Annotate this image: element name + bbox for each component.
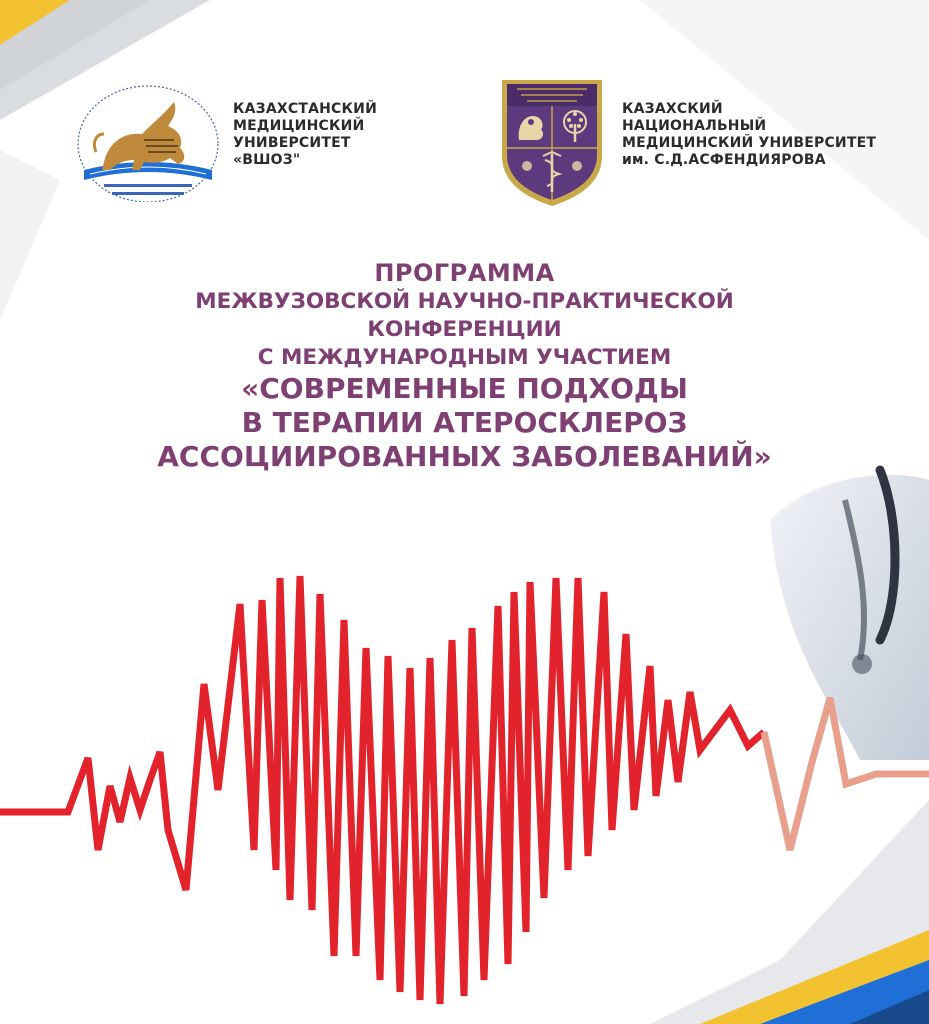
snow-leopard-on-book-emblem [78,86,218,202]
right-university-name-line: НАЦИОНАЛЬНЫЙ [622,118,767,134]
left-university-name-line: «ВШОЗ" [233,152,301,168]
program-title: ПРОГРАММА [374,259,555,287]
vshoz-logo [74,82,222,202]
conference-topic-line: АССОЦИИРОВАННЫХ ЗАБОЛЕВАНИЙ» [157,440,772,473]
left-university-name [233,101,377,169]
program-subtitle-line: С МЕЖДУНАРОДНЫМ УЧАСТИЕМ [257,345,672,370]
left-university-name-line: КАЗАХСТАНСКИЙ [233,101,377,117]
conference-topic-line: В ТЕРАПИИ АТЕРОСКЛЕРОЗ [241,406,688,439]
purple-shield-crest-with-lion-tree-and-caduceus [502,80,602,206]
program-subtitle-line: МЕЖВУЗОВСКОЙ НАУЧНО-ПРАКТИЧЕСКОЙ [195,289,734,314]
heartbeat-heart-icon [0,560,929,1020]
ecg-fade-line [764,698,929,850]
left-grey-sweep [0,150,60,320]
left-university-name-line: УНИВЕРСИТЕТ [233,135,351,151]
right-university-name-line: КАЗАХСКИЙ [622,101,723,117]
program-subtitle-line: КОНФЕРЕНЦИИ [367,317,562,342]
left-university-name-line: МЕДИЦИНСКИЙ [233,118,365,134]
asfendiyarov-crest-logo [497,70,607,210]
right-university-name-line: им. С.Д.АСФЕНДИЯРОВА [622,152,826,168]
right-university-name-line: МЕДИЦИНСКИЙ УНИВЕРСИТЕТ [622,135,877,151]
ecg-heart-line [0,576,764,1004]
program-title-block [60,258,869,474]
conference-topic-line: «СОВРЕМЕННЫЕ ПОДХОДЫ [241,372,688,405]
right-university-name [622,101,876,169]
